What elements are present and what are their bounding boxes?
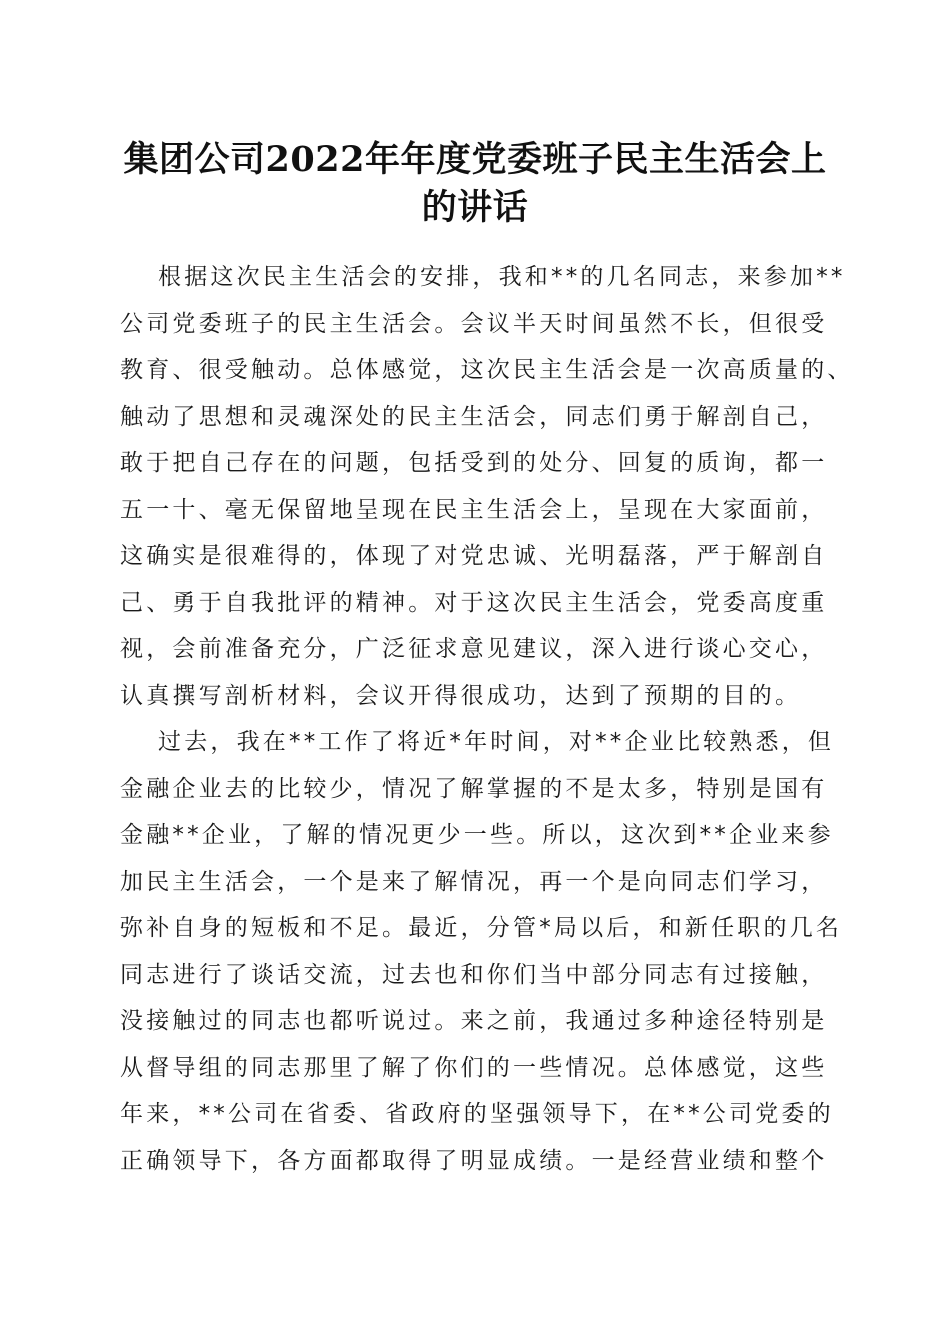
document-body <box>120 254 854 1184</box>
text-line: 教育、很受触动。总体感觉，这次民主生活会是一次高质量的、 <box>120 357 854 383</box>
text-line: 这确实是很难得的，体现了对党忠诚、光明磊落，严于解剖自 <box>120 543 828 569</box>
title-line-1: 集团公司2022年年度党委班子民主生活会上 <box>123 139 827 180</box>
text-line: 己、勇于自我批评的精神。对于这次民主生活会，党委高度重 <box>120 589 828 616</box>
text-line: 正确领导下，各方面都取得了明显成绩。一是经营业绩和整个 <box>120 1147 828 1174</box>
text-line: 弥补自身的短板和不足。最近，分管*局以后，和新任职的几名 <box>120 915 843 941</box>
text-line: 金融企业去的比较少，情况了解掌握的不是太多，特别是国有 <box>120 775 828 802</box>
text-line: 公司党委班子的民主生活会。会议半天时间虽然不长，但很受 <box>120 310 828 337</box>
title-line-2: 的讲话 <box>421 187 529 228</box>
paragraph-1 <box>120 254 854 719</box>
text-line: 年来，**公司在省委、省政府的坚强领导下，在**公司党委的 <box>120 1101 834 1127</box>
paragraph-2 <box>120 719 843 1184</box>
text-line: 金融**企业，了解的情况更少一些。所以，这次到**企业来参 <box>120 822 834 848</box>
text-line: 触动了思想和灵魂深处的民主生活会，同志们勇于解剖自己， <box>120 403 828 430</box>
text-line: 没接触过的同志也都听说过。来之前，我通过多种途径特别是 <box>120 1008 828 1034</box>
document-title <box>100 136 850 232</box>
text-line: 五一十、毫无保留地呈现在民主生活会上，呈现在大家面前， <box>120 496 828 523</box>
text-line: 过去，我在**工作了将近*年时间，对**企业比较熟悉，但 <box>158 729 835 755</box>
text-line: 从督导组的同志那里了解了你们的一些情况。总体感觉，这些 <box>120 1054 828 1081</box>
text-line: 根据这次民主生活会的安排，我和**的几名同志，来参加** <box>158 264 846 290</box>
text-line: 加民主生活会，一个是来了解情况，再一个是向同志们学习， <box>120 868 828 895</box>
text-line: 同志进行了谈话交流，过去也和你们当中部分同志有过接触， <box>120 961 828 988</box>
text-line: 敢于把自己存在的问题，包括受到的处分、回复的质询，都一 <box>120 450 828 476</box>
text-line: 认真撰写剖析材料，会议开得很成功，达到了预期的目的。 <box>120 682 802 709</box>
text-line: 视，会前准备充分，广泛征求意见建议，深入进行谈心交心， <box>120 636 828 662</box>
